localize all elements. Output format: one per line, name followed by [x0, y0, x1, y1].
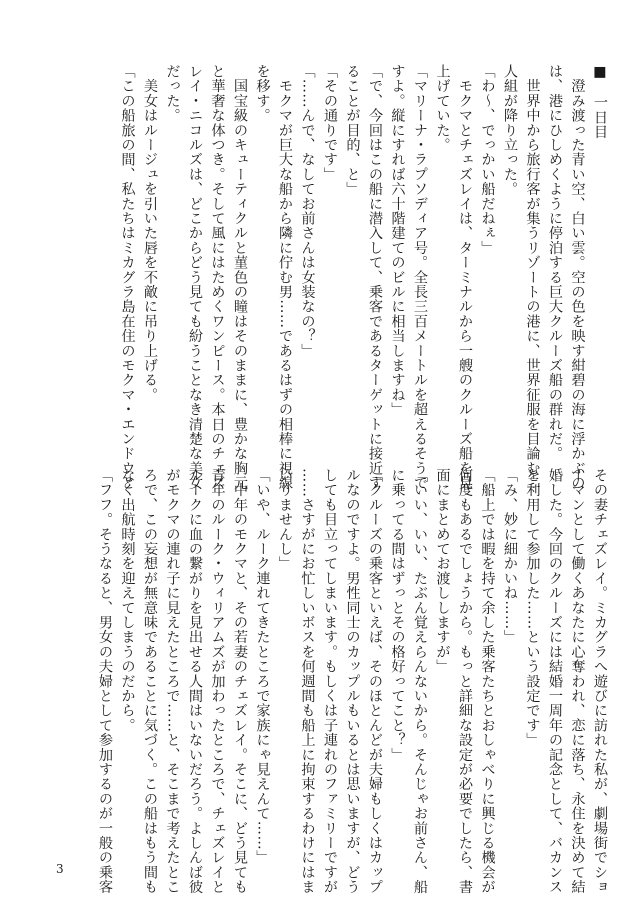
text-line: 「その通りです」	[322, 64, 338, 182]
text-line: と華奢な体つき。そして風にはためくワンピース。本日のチェズ	[209, 64, 226, 491]
text-line: しても目立ってしまいます。もしくは子連れのファミリーですが	[322, 468, 338, 895]
text-line: いりませんし」	[277, 468, 293, 571]
page-number: 3	[56, 862, 64, 876]
text-line: 青年のルーク・ウィリアムズが加わったところで、チェズレイと	[209, 468, 226, 895]
text-line: は、港にひしめくように停泊する巨大クルーズ船の群れだ。	[547, 64, 563, 461]
text-line: モクマが巨大な船から隣に佇む男……であるはずの相棒に視線	[277, 64, 293, 491]
text-line: 「フフ。そうなると、男女の夫婦として参加するのが一般の乗客	[97, 468, 113, 895]
text-line: レイ・ニコルズは、どこからどう見ても紛うことなき清楚な美女	[187, 64, 203, 491]
text-line: ることが目的、と」	[344, 64, 361, 197]
text-line: 国宝級のキューティクルと菫色の瞳はそのままに、豊かな胸元	[232, 64, 248, 491]
text-line: 「クルーズの乗客といえば、そのほとんどが夫婦もしくはカップ	[367, 468, 383, 895]
text-line: 「……んで、なしてお前さんは女装なの？」	[299, 64, 316, 358]
text-line: がモクマの連れ子に見えたところで……と、そこまで考えたとこ	[164, 468, 181, 895]
text-line: 世界中から旅行客が集うリゾートの港に、世界征服を目論む二	[524, 64, 541, 491]
text-line: 人組が降り立った。	[502, 64, 518, 197]
text-line: 上げていた。	[434, 64, 451, 153]
lower-text-block	[94, 468, 612, 895]
text-line: 「マリーナ・ラプソディア号。全長三百メートルを超えるそうで	[412, 64, 428, 491]
text-line: ルなのですよ。男性同士のカップルもいるとは思いますが、どう	[344, 468, 361, 895]
text-line: 美女はルージュを引いた唇を不敵に吊り上げる。	[142, 64, 158, 403]
text-line: 何度もあるでしょうから。もっと詳細な設定が必要でしたら、書	[457, 468, 473, 895]
text-line: ■ 一日目	[592, 64, 608, 140]
text-line: モクマとチェズレイは、ターミナルから一艘のクルーズ船を見	[457, 64, 473, 491]
text-line: 面にまとめてお渡ししますが」	[434, 468, 451, 674]
text-line: 澄み渡った青い空、白い雲。空の色を映す紺碧の海に浮かぶの	[569, 64, 586, 491]
text-line: 「いい、いい、たぶん覚えらんないから。そんじゃお前さん、船	[412, 468, 428, 895]
text-line: 「船上では暇を持て余した乗客たちとおしゃべりに興じる機会が	[479, 468, 496, 895]
text-line: に乗ってる間はずっとその格好ってこと？」	[389, 468, 406, 762]
text-line: 「み、妙に細かいね……」	[502, 468, 518, 645]
text-line: ろで、この妄想が無意味であることに気づく。この船はもう間も	[142, 468, 158, 895]
text-line: 婚した。今回のクルーズには結婚一周年の記念として、バカンス	[547, 468, 563, 895]
text-line: ……さすがにお忙しいボスを何週間も船上に拘束するわけにはま	[299, 468, 316, 895]
text-line: 「で、今回はこの船に潜入して、乗客であるターゲットに接近す	[367, 64, 383, 491]
upper-text-block	[116, 64, 611, 491]
text-line: ーマンとして働くあなたに心奪われ、恋に落ち、永住を決めて結	[569, 468, 586, 895]
text-line: を利用して参加した……という設定です」	[524, 468, 541, 748]
text-line: だった。	[164, 64, 181, 123]
text-line: を移す。	[254, 64, 271, 123]
text-line: 「この船旅の間、私たちはミカグラ島在住のモクマ・エンドウと	[119, 64, 136, 491]
text-line: なく出航時刻を迎えてしまうのだから。	[119, 468, 136, 733]
text-line: すよ。縦にすれば六十階建てのビルに相当しますね」	[389, 64, 406, 417]
text-line: ルークに血の繋がりを見出せる人間はいないだろう。よしんば彼	[187, 468, 203, 895]
text-line: 「いや、ルーク連れてきたところで家族にゃ見えんて……」	[254, 468, 271, 865]
text-line: 中年のモクマと、その若妻のチェズレイ。そこに、どう見ても	[232, 468, 248, 895]
text-line: 「わ〜、でっかい船だねぇ」	[479, 64, 496, 256]
text-line: その妻チェズレイ。ミカグラへ遊びに訪れた私が、劇場街でショ	[592, 468, 608, 895]
